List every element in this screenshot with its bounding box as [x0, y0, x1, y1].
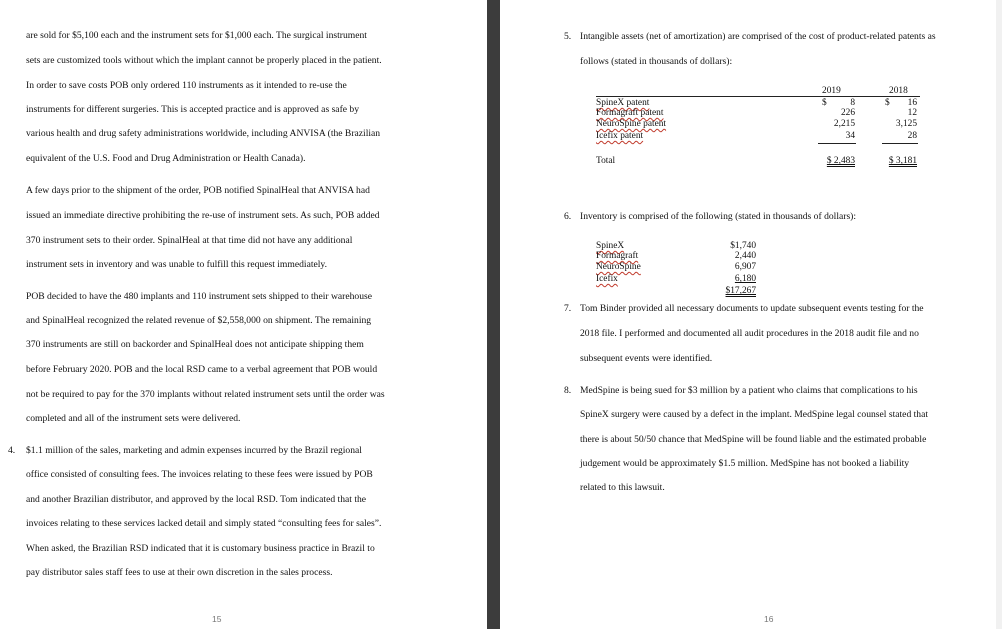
paragraph-line: not be required to pay for the 370 implants without related instrument sets until the order was — [26, 389, 385, 400]
inventory-total: $17,267 — [725, 286, 756, 296]
paragraph-line: In order to save costs POB only ordered 110 instruments as it intended to re-use the — [26, 80, 347, 91]
column-header: 2019 — [822, 86, 841, 96]
paragraph-line: and another Brazilian distributor, and approved by the local RSD. Tom indicated that the — [26, 494, 367, 505]
table-row-label: SpineX — [596, 241, 625, 251]
table-cell: 34 — [845, 131, 855, 141]
list-number: 5. — [564, 31, 572, 42]
table-cell: 226 — [840, 108, 855, 118]
paragraph-line: various health and drug safety administrations worldwide, including ANVISA (the Brazilian — [26, 128, 381, 139]
table-row-label: SpineX patent — [596, 98, 650, 108]
paragraph-line: invoices relating to these services lacked detail and simply stated “consulting fees for sales”. — [26, 518, 382, 529]
paragraph-line: MedSpine is being sued for $3 million by a patient who claims that complications to his — [580, 385, 918, 396]
paragraph-line: judgement would be approximately $1.5 million. MedSpine has not booked a liability — [580, 458, 910, 469]
paragraph-line: related to this lawsuit. — [580, 482, 665, 493]
table-row-label: Formagraft patent — [596, 108, 664, 118]
paragraph-line: Tom Binder provided all necessary documents to update subsequent events testing for the — [580, 303, 924, 314]
table-cell: 6,907 — [734, 262, 756, 272]
table-cell: 16 — [907, 98, 917, 108]
paragraph-line: are sold for $5,100 each and the instrument sets for $1,000 each. The surgical instrument — [26, 30, 367, 41]
document-page-16 — [500, 0, 1002, 629]
paragraph-line: sets are customized tools without which the implant cannot be properly placed in the patient. — [26, 55, 382, 66]
table-row-label: Formagraft — [596, 251, 639, 261]
paragraph-line: follows (stated in thousands of dollars): — [580, 56, 733, 67]
paragraph-line: 370 instrument sets to their order. SpinalHeal at that time did not have any additional — [26, 235, 353, 246]
table-row-label: Icefix patent — [596, 131, 644, 141]
table-row-label: NeuroSpine — [596, 262, 641, 272]
paragraph-line: instruments for different surgeries. This is accepted practice and is approved as safe by — [26, 104, 360, 115]
list-number: 7. — [564, 303, 572, 314]
table-cell: 3,125 — [895, 119, 917, 129]
table-cell: 6,180 — [734, 274, 756, 284]
table-row-label: NeuroSpine patent — [596, 119, 667, 129]
table-cell: 2,215 — [833, 119, 855, 129]
paragraph-line: before February 2020. POB and the local RSD came to a verbal agreement that POB would — [26, 364, 378, 375]
table-cell: 12 — [907, 108, 917, 118]
paragraph-line: 2018 file. I performed and documented all audit procedures in the 2018 audit file and no — [580, 328, 919, 339]
subtotal-rule — [882, 143, 918, 144]
paragraph-line: A few days prior to the shipment of the order, POB notified SpinalHeal that ANVISA had — [26, 185, 370, 196]
paragraph-line: SpineX surgery were caused by a defect in the implant. MedSpine legal counsel stated that — [580, 409, 929, 420]
table-cell: 28 — [907, 131, 917, 141]
list-number: 6. — [564, 211, 572, 222]
table-row-label: Icefix — [596, 274, 618, 284]
paragraph-line: POB decided to have the 480 implants and 110 instrument sets shipped to their warehouse — [26, 291, 373, 302]
paragraph-line: there is about 50/50 chance that MedSpine will be found liable and the estimated probable — [580, 434, 927, 445]
page-number: 16 — [764, 614, 774, 624]
window-edge — [996, 0, 1002, 629]
currency-symbol: $ — [822, 98, 827, 108]
paragraph-line: equivalent of the U.S. Food and Drug Administration or Health Canada). — [26, 153, 306, 164]
paragraph-line: Inventory is comprised of the following (stated in thousands of dollars): — [580, 211, 857, 222]
paragraph-line: Intangible assets (net of amortization) are comprised of the cost of product-related patents as — [580, 31, 936, 42]
subtotal-rule — [818, 143, 856, 144]
total-2018: $ 3,181 — [888, 156, 917, 166]
paragraph-line: When asked, the Brazilian RSD indicated that it is customary business practice in Brazil to — [26, 543, 375, 554]
table-cell: $1,740 — [730, 241, 756, 251]
column-header: 2018 — [889, 86, 908, 96]
paragraph-line: pay distributor sales staff fees to use at their own discretion in the sales process. — [26, 567, 333, 578]
paragraph-line: completed and all of the instrument sets were delivered. — [26, 413, 241, 424]
paragraph-line: office consisted of consulting fees. The invoices relating to these fees were issued by POB — [26, 469, 373, 480]
paragraph-line: subsequent events were identified. — [580, 353, 713, 364]
paragraph-line: 370 instruments are still on backorder and SpinalHeal does not anticipate shipping them — [26, 339, 364, 350]
table-cell: 8 — [850, 98, 855, 108]
page-divider — [487, 0, 500, 629]
table-cell: 2,440 — [734, 251, 756, 261]
paragraph-line: issued an immediate directive prohibiting the re-use of instrument sets. As such, POB added — [26, 210, 380, 221]
paragraph-line: $1.1 million of the sales, marketing and admin expenses incurred by the Brazil regional — [26, 445, 362, 456]
currency-symbol: $ — [885, 98, 890, 108]
total-2019: $ 2,483 — [826, 156, 855, 166]
page-number: 15 — [212, 614, 222, 624]
header-rule — [596, 96, 920, 97]
paragraph-line: instrument sets in inventory and was unable to fulfill this request immediately. — [26, 259, 327, 270]
paragraph-line: and SpinalHeal recognized the related revenue of $2,558,000 on shipment. The remaining — [26, 315, 372, 326]
list-number: 8. — [564, 385, 572, 396]
document-page-15 — [0, 0, 487, 629]
list-number: 4. — [8, 445, 16, 456]
total-label: Total — [596, 156, 616, 166]
